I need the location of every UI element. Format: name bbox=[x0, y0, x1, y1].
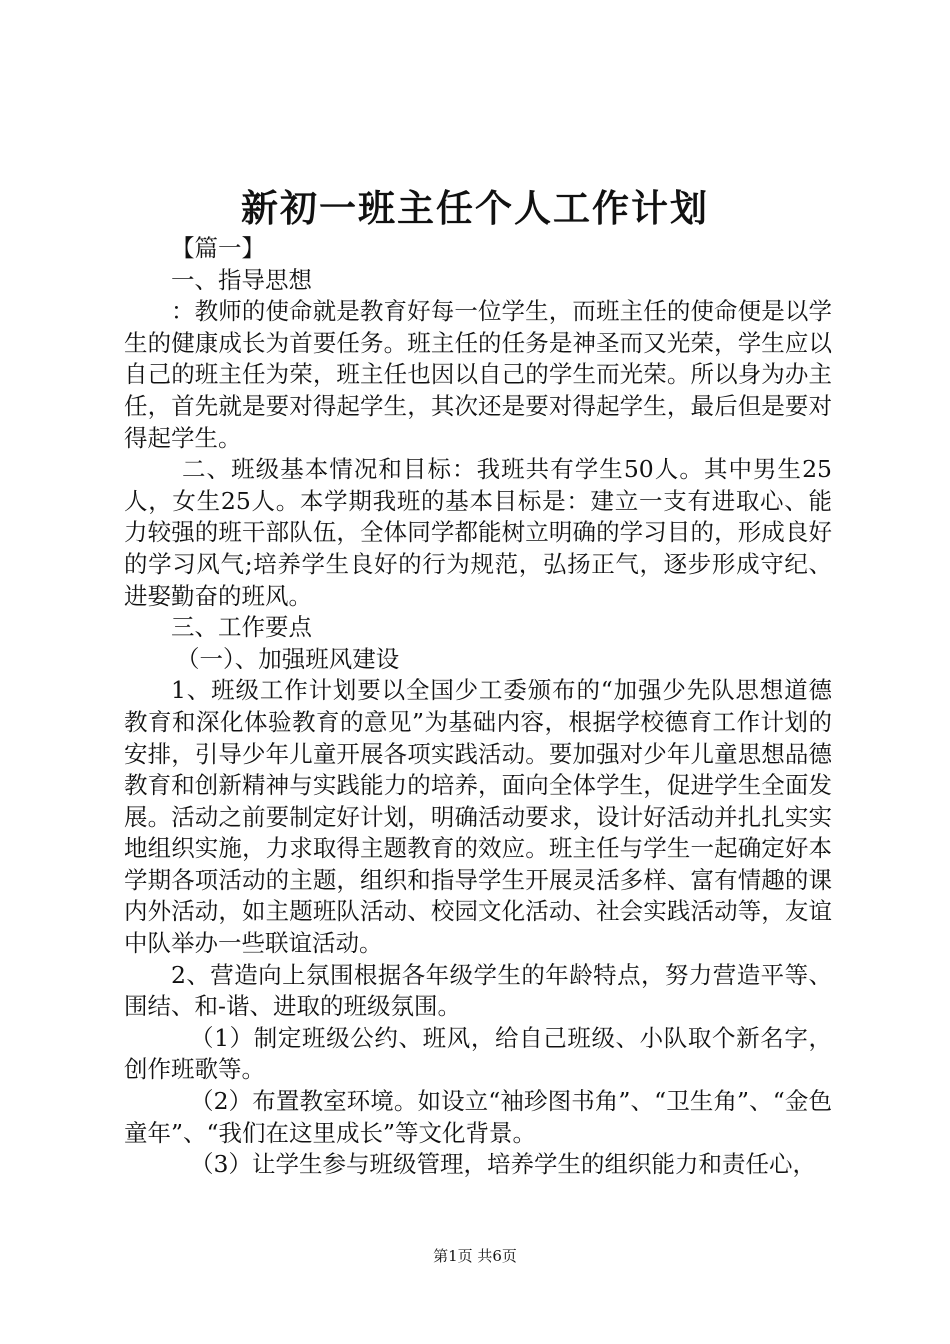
paragraph: 二、班级基本情况和目标：我班共有学生50人。其中男生25人，女生25人。本学期我班的基本目标是：建立一支有进取心、能力较强的班干部队伍，全体同学都能树立明确的学习目的，形成良好的学习风气;培养学生良好的行为规范，弘扬正气，逐步形成守纪、进娶勤奋的班风。 bbox=[124, 455, 832, 610]
section-heading: 一、指导思想 bbox=[171, 265, 312, 294]
section-label: 【篇一】 bbox=[171, 234, 265, 262]
section-heading: 三、工作要点 bbox=[171, 613, 312, 642]
paragraph: ：教师的使命就是教育好每一位学生，而班主任的使命便是以学生的健康成长为首要任务。班主任的任务是神圣而又光荣，学生应以自己的班主任为荣，班主任也因以自己的学生而光荣。所以身为办主任，首先就是要对得起学生，其次还是要对得起学生，最后但是要对得起学生。 bbox=[124, 297, 832, 452]
list-item: （1）制定班级公约、班风，给自己班级、小队取个新名字，创作班歌等。 bbox=[124, 1023, 832, 1084]
page-footer: 第1页 共6页 bbox=[433, 1247, 517, 1265]
document-title: 新初一班主任个人工作计划 bbox=[241, 186, 709, 230]
paragraph: 2、营造向上氛围根据各年级学生的年龄特点，努力营造平等、围结、和-谐、进取的班级氛围。 bbox=[124, 960, 832, 1021]
list-item: （2）布置教室环境。如设立“袖珍图书角”、“卫生角”、“金色童年”、“我们在这里成长”等文化背景。 bbox=[124, 1087, 832, 1147]
list-item: （3）让学生参与班级管理，培养学生的组织能力和责任心， bbox=[190, 1150, 816, 1179]
paragraph: 1、班级工作计划要以全国少工委颁布的“加强少先队思想道德教育和深化体验教育的意见”为基础内容，根据学校德育工作计划的安排，引导少年儿童开展各项实践活动。要加强对少年儿童思想品德教育和创新精神与实践能力的培养，面向全体学生，促进学生全面发展。活动之前要制定好计划，明确活动要求，设计好活动并扎扎实实地组织实施，力求取得主题教育的效应。班主任与学生一起确定好本学期各项活动的主题，组织和指导学生开展灵活多样、富有情趣的课内外活动，如主题班队活动、校园文化活动、社会实践活动等，友谊中队举办一些联谊活动。 bbox=[124, 676, 832, 958]
sub-heading: （一）、加强班风建设 bbox=[176, 644, 400, 673]
document-body bbox=[124, 233, 832, 1181]
